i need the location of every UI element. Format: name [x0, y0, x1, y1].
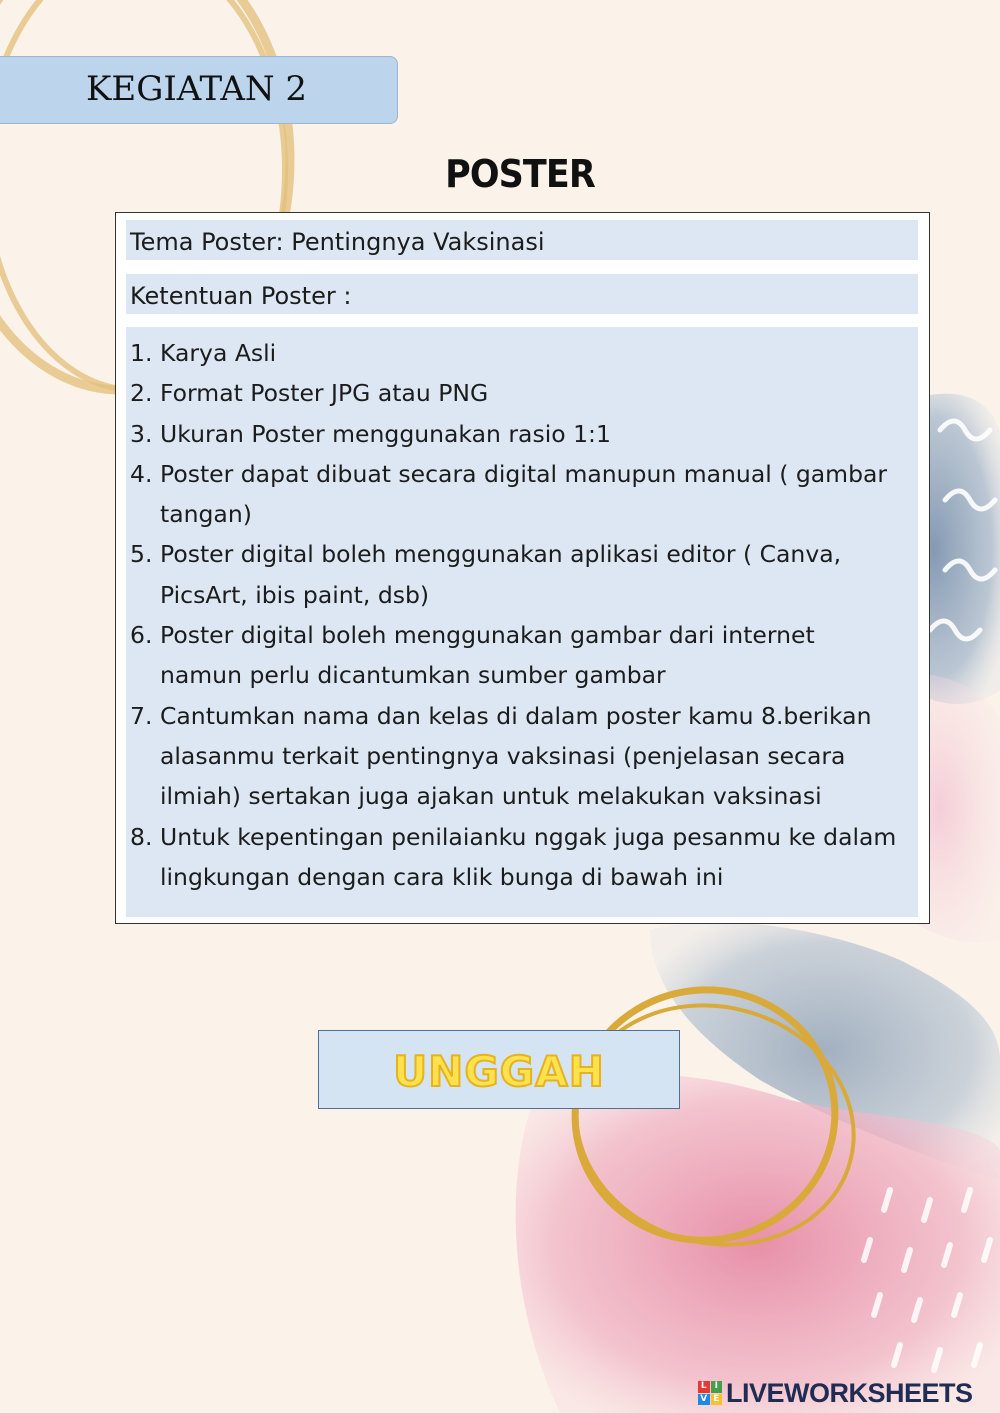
- rule-number: 5.: [130, 540, 153, 569]
- rule-text-line: Untuk kepentingan penilaianku nggak juga pesanmu ke dalam: [160, 822, 897, 851]
- rule-text-line: PicsArt, ibis paint, dsb): [160, 580, 430, 609]
- rule-text-line: ilmiah) sertakan juga ajakan untuk melakukan vaksinasi: [160, 782, 822, 811]
- rule-number: 1.: [130, 339, 153, 367]
- brand-name: LIVEWORKSHEETS: [726, 1377, 973, 1408]
- rule-number: 4.: [130, 459, 153, 488]
- activity-title: KEGIATAN 2: [86, 69, 308, 109]
- logo-letter: V: [698, 1394, 710, 1406]
- rule-item: [128, 534, 908, 615]
- rule-number: 7.: [130, 701, 153, 730]
- rule-text-line: tangan): [160, 500, 252, 529]
- upload-button-label: UNGGAH: [393, 1047, 605, 1096]
- rule-item: [128, 615, 908, 696]
- rule-item: [128, 696, 908, 817]
- rules-heading: Ketentuan Poster :: [130, 282, 352, 310]
- rule-number: 2.: [130, 379, 153, 408]
- theme-text: Tema Poster: Pentingnya Vaksinasi: [130, 228, 545, 256]
- rules-list: [128, 333, 908, 897]
- instructions-card: [115, 212, 930, 924]
- rule-item: [128, 454, 908, 535]
- rule-number: 8.: [130, 822, 153, 851]
- poster-title: POSTER: [445, 152, 595, 196]
- rule-text-line: Format Poster JPG atau PNG: [160, 379, 489, 408]
- rule-text-line: namun perlu dicantumkan sumber gambar: [160, 661, 666, 690]
- rule-item: [128, 414, 908, 454]
- activity-header: [0, 56, 398, 124]
- rule-text-line: Poster digital boleh menggunakan gambar dari internet: [160, 621, 815, 650]
- rule-item: [128, 373, 908, 413]
- rules-list-panel: [126, 327, 918, 917]
- logo-letter: E: [711, 1394, 723, 1406]
- upload-button[interactable]: [318, 1030, 680, 1109]
- rule-item: [128, 333, 908, 373]
- rule-text-line: Poster digital boleh menggunakan aplikasi editor ( Canva,: [160, 540, 842, 569]
- rule-text-line: alasanmu terkait pentingnya vaksinasi (penjelasan secara: [160, 741, 846, 770]
- theme-row: [126, 220, 918, 260]
- rule-number: 6.: [130, 621, 153, 650]
- rule-text-line: Cantumkan nama dan kelas di dalam poster kamu 8.berikan: [160, 701, 872, 730]
- rule-text-line: Poster dapat dibuat secara digital manupun manual ( gambar: [160, 459, 888, 488]
- logo-letter: I: [711, 1381, 723, 1393]
- liveworksheets-brand: [698, 1376, 973, 1410]
- rule-text-line: Ukuran Poster menggunakan rasio 1:1: [160, 419, 611, 448]
- rules-heading-row: [126, 274, 918, 314]
- rule-number: 3.: [130, 419, 153, 448]
- liveworksheets-logo-icon: [698, 1381, 722, 1405]
- rule-item: [128, 817, 908, 898]
- pink-watercolor: [516, 1075, 1000, 1413]
- rule-text-line: lingkungan dengan cara klik bunga di bawah ini: [160, 862, 724, 891]
- rule-text-line: Karya Asli: [160, 339, 277, 367]
- logo-letter: L: [698, 1381, 710, 1393]
